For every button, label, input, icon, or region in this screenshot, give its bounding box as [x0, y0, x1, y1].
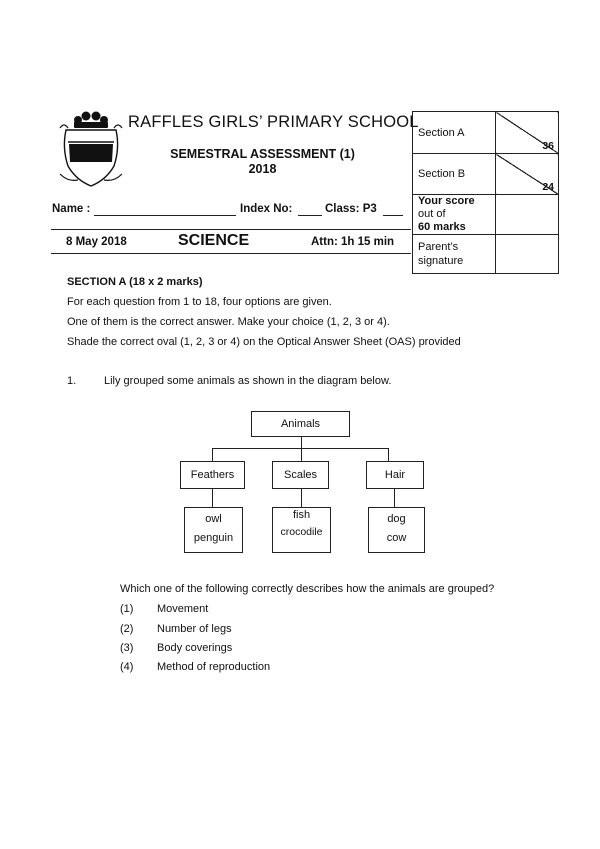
- option-number: (2): [120, 623, 134, 635]
- question-number: 1.: [67, 375, 77, 387]
- diagram-root-box: Animals: [251, 411, 350, 437]
- total-score-cell: [496, 195, 559, 235]
- option-number: (1): [120, 603, 134, 615]
- exam-duration: Attn: 1h 15 min: [311, 236, 395, 248]
- parent-line2: signature: [418, 255, 464, 267]
- divider-bottom: [51, 253, 411, 254]
- connector: [212, 489, 213, 507]
- assessment-year: 2018: [248, 162, 277, 176]
- subject-title: SCIENCE: [178, 232, 250, 249]
- index-field[interactable]: [298, 215, 322, 216]
- section-b-label: Section B: [413, 154, 496, 195]
- group-feathers-box: Feathers: [180, 461, 245, 489]
- animal-crocodile: crocodile: [280, 526, 323, 538]
- option-number: (3): [120, 642, 134, 654]
- section-a-title: SECTION A (18 x 2 marks): [67, 276, 203, 288]
- name-label: Name :: [52, 203, 91, 215]
- option-text: Body coverings: [157, 642, 233, 654]
- animals-scales-box: [272, 507, 331, 553]
- option-text: Method of reproduction: [157, 661, 271, 673]
- connector: [301, 489, 302, 507]
- animal-cow: cow: [386, 532, 407, 544]
- animals-feathers-box: [184, 507, 243, 553]
- score-table: [412, 111, 559, 274]
- question-text: Lily grouped some animals as shown in the diagram below.: [104, 375, 392, 387]
- connector: [388, 448, 389, 462]
- school-name: RAFFLES GIRLS’ PRIMARY SCHOOL: [128, 113, 419, 131]
- exam-info-row: [52, 232, 412, 254]
- divider-top: [51, 229, 411, 230]
- index-label: Index No:: [240, 203, 293, 215]
- option-text: Number of legs: [157, 623, 232, 635]
- group-scales-box: Scales: [272, 461, 329, 489]
- section-a-label: Section A: [413, 112, 496, 154]
- option-number: (4): [120, 661, 134, 673]
- connector: [212, 448, 213, 462]
- parent-signature-label: [413, 235, 496, 274]
- option-text: Movement: [157, 603, 209, 615]
- section-a-score-cell: [496, 112, 559, 154]
- parent-signature-cell: [496, 235, 559, 274]
- your-score-line1: Your score: [418, 195, 475, 207]
- exam-date: 8 May 2018: [66, 236, 127, 248]
- section-b-max: 24: [542, 181, 554, 193]
- connector: [301, 448, 302, 462]
- animals-hair-box: [368, 507, 425, 553]
- assessment-title: SEMESTRAL ASSESSMENT (1): [170, 147, 355, 161]
- group-hair-box: Hair: [366, 461, 424, 489]
- your-score-line2: out of: [418, 208, 446, 220]
- section-b-score-cell: [496, 154, 559, 195]
- animal-owl: owl: [205, 513, 222, 525]
- connector: [394, 489, 395, 507]
- instruction-line-3: Shade the correct oval (1, 2, 3 or 4) on the Optical Answer Sheet (OAS) provided: [67, 336, 461, 348]
- name-field[interactable]: [94, 215, 236, 216]
- student-details-row: [52, 203, 412, 221]
- animal-penguin: penguin: [193, 532, 234, 544]
- instruction-line-2: One of them is the correct answer. Make your choice (1, 2, 3 or 4).: [67, 316, 390, 328]
- total-score-label: [413, 195, 496, 235]
- parent-line1: Parent’s: [418, 241, 459, 253]
- animal-dog: dog: [387, 513, 406, 525]
- school-crest-icon: [56, 108, 126, 188]
- instruction-line-1: For each question from 1 to 18, four options are given.: [67, 296, 332, 308]
- question-prompt: Which one of the following correctly describes how the animals are grouped?: [120, 583, 495, 595]
- class-label: Class: P3: [325, 203, 377, 215]
- section-a-max: 36: [542, 140, 554, 152]
- your-score-line3: 60 marks: [418, 221, 466, 233]
- class-field[interactable]: [383, 215, 403, 216]
- animal-fish: fish: [292, 509, 311, 521]
